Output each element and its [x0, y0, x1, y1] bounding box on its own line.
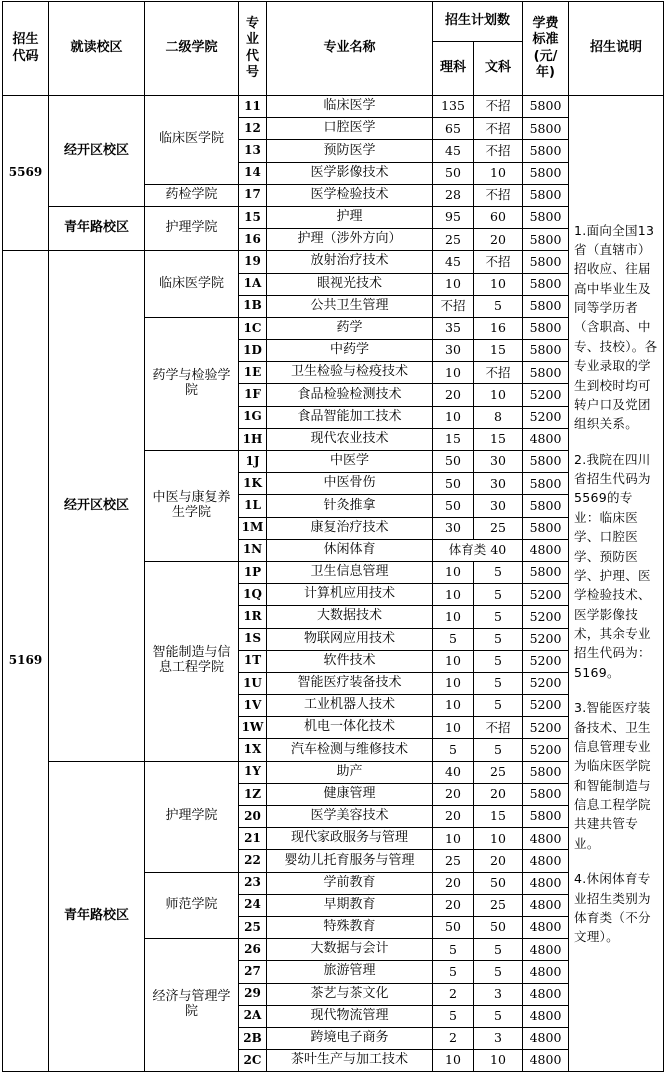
major-name: 放射治疗技术: [267, 251, 433, 273]
table-row: [3, 251, 664, 273]
major-name: 大数据技术: [267, 606, 433, 628]
tuition-fee: 4800: [523, 1050, 569, 1072]
major-name: 现代农业技术: [267, 428, 433, 450]
header-notes: 招生说明: [569, 2, 664, 96]
header-campus: 就读校区: [49, 2, 145, 96]
major-code: 1T: [239, 650, 267, 672]
major-code: 2B: [239, 1027, 267, 1049]
major-name: 中医学: [267, 451, 433, 473]
college-name: 智能制造与信息工程学院: [145, 561, 239, 761]
major-name: 药学: [267, 317, 433, 339]
plan-science: 5: [433, 739, 474, 761]
major-name: 护理: [267, 206, 433, 228]
plan-science: 40: [433, 761, 474, 783]
major-name: 特殊教育: [267, 916, 433, 938]
plan-science: 30: [433, 340, 474, 362]
major-name: 现代家政服务与管理: [267, 828, 433, 850]
major-code: 1M: [239, 517, 267, 539]
plan-science: 20: [433, 894, 474, 916]
major-code: 1E: [239, 362, 267, 384]
plan-arts: 5: [474, 961, 523, 983]
college-name: 临床医学院: [145, 96, 239, 185]
major-code: 24: [239, 894, 267, 916]
tuition-fee: 5200: [523, 406, 569, 428]
tuition-fee: 5200: [523, 584, 569, 606]
major-name: 助产: [267, 761, 433, 783]
major-code: 1S: [239, 628, 267, 650]
major-code: 17: [239, 184, 267, 206]
college-name: 护理学院: [145, 206, 239, 250]
plan-science: 5: [433, 1005, 474, 1027]
plan-science: 20: [433, 384, 474, 406]
plan-arts: 30: [474, 473, 523, 495]
plan-arts: 不招: [474, 140, 523, 162]
plan-arts: 3: [474, 1027, 523, 1049]
plan-science: 5: [433, 939, 474, 961]
tuition-fee: 5800: [523, 783, 569, 805]
tuition-fee: 5800: [523, 295, 569, 317]
plan-science: 10: [433, 606, 474, 628]
major-name: 茶叶生产与加工技术: [267, 1050, 433, 1072]
major-name: 工业机器人技术: [267, 695, 433, 717]
plan-arts: 不招: [474, 251, 523, 273]
major-code: 1Y: [239, 761, 267, 783]
note-paragraph: 4.休闲体育专业招生类别为体育类（不分文理）。: [574, 871, 651, 945]
major-code: 29: [239, 983, 267, 1005]
major-name: 汽车检测与维修技术: [267, 739, 433, 761]
plan-arts: 3: [474, 983, 523, 1005]
plan-science: 25: [433, 850, 474, 872]
plan-science: 45: [433, 140, 474, 162]
major-code: 1R: [239, 606, 267, 628]
tuition-fee: 5800: [523, 96, 569, 118]
plan-science: 50: [433, 451, 474, 473]
tuition-fee: 5800: [523, 251, 569, 273]
plan-arts: 5: [474, 561, 523, 583]
tuition-fee: 5200: [523, 695, 569, 717]
plan-arts: 25: [474, 894, 523, 916]
plan-science: 10: [433, 406, 474, 428]
college-name: 师范学院: [145, 872, 239, 939]
major-code: 26: [239, 939, 267, 961]
plan-science: 5: [433, 628, 474, 650]
tuition-fee: 5800: [523, 495, 569, 517]
major-code: 12: [239, 118, 267, 140]
major-name: 卫生信息管理: [267, 561, 433, 583]
plan-science: 25: [433, 229, 474, 251]
plan-arts: 10: [474, 162, 523, 184]
major-code: 23: [239, 872, 267, 894]
header-major-code: 专业代号: [239, 2, 267, 96]
major-name: 机电一体化技术: [267, 717, 433, 739]
tuition-fee: 5800: [523, 229, 569, 251]
major-name: 早期教育: [267, 894, 433, 916]
plan-arts: 5: [474, 628, 523, 650]
major-name: 眼视光技术: [267, 273, 433, 295]
plan-arts: 5: [474, 695, 523, 717]
tuition-fee: 5200: [523, 628, 569, 650]
plan-arts: 15: [474, 806, 523, 828]
header-major-name: 专业名称: [267, 2, 433, 96]
tuition-fee: 5800: [523, 140, 569, 162]
major-name: 智能医疗装备技术: [267, 672, 433, 694]
enrollment-code: 5569: [3, 96, 49, 251]
plan-science: 2: [433, 1027, 474, 1049]
plan-arts: 50: [474, 916, 523, 938]
header-plan: 招生计划数: [433, 2, 523, 42]
plan-science: 50: [433, 162, 474, 184]
major-name: 健康管理: [267, 783, 433, 805]
major-code: 2A: [239, 1005, 267, 1027]
tuition-fee: 4800: [523, 961, 569, 983]
plan-arts: 25: [474, 517, 523, 539]
plan-arts: 10: [474, 384, 523, 406]
major-code: 1J: [239, 451, 267, 473]
admission-notes: [569, 96, 664, 1072]
plan-science: 10: [433, 362, 474, 384]
tuition-fee: 4800: [523, 916, 569, 938]
major-code: 1B: [239, 295, 267, 317]
major-name: 医学影像技术: [267, 162, 433, 184]
tuition-fee: 5800: [523, 473, 569, 495]
plan-science: 28: [433, 184, 474, 206]
plan-arts: 5: [474, 1005, 523, 1027]
plan-arts: 50: [474, 872, 523, 894]
plan-arts: 5: [474, 584, 523, 606]
tuition-fee: 5200: [523, 606, 569, 628]
plan-arts: 5: [474, 650, 523, 672]
plan-science: 20: [433, 806, 474, 828]
plan-science: 50: [433, 916, 474, 938]
tuition-fee: 5800: [523, 362, 569, 384]
tuition-fee: 5200: [523, 717, 569, 739]
plan-science: 2: [433, 983, 474, 1005]
plan-science: 135: [433, 96, 474, 118]
major-name: 护理（涉外方向）: [267, 229, 433, 251]
tuition-fee: 4800: [523, 939, 569, 961]
plan-science: 10: [433, 650, 474, 672]
plan-arts: 30: [474, 451, 523, 473]
header-science: 理科: [433, 42, 474, 96]
major-name: 临床医学: [267, 96, 433, 118]
note-paragraph: 3.智能医疗装备技术、卫生信息管理专业为临床医学院和智能制造与信息工程学院共建共管专业。: [574, 700, 651, 851]
major-code: 1F: [239, 384, 267, 406]
plan-arts: 不招: [474, 362, 523, 384]
plan-category: 体育类: [448, 542, 487, 558]
major-name: 大数据与会计: [267, 939, 433, 961]
plan-science: 10: [433, 717, 474, 739]
major-code: 1H: [239, 428, 267, 450]
plan-arts: 不招: [474, 717, 523, 739]
major-name: 旅游管理: [267, 961, 433, 983]
tuition-fee: 5200: [523, 650, 569, 672]
major-code: 27: [239, 961, 267, 983]
plan-count: 40: [490, 542, 507, 558]
plan-arts: 10: [474, 1050, 523, 1072]
major-code: 1U: [239, 672, 267, 694]
tuition-fee: 4800: [523, 983, 569, 1005]
plan-science: 5: [433, 961, 474, 983]
header-enrollment-code: 招生代码: [3, 2, 49, 96]
table-row: [3, 206, 664, 228]
college-name: 药检学院: [145, 184, 239, 206]
plan-arts: 20: [474, 229, 523, 251]
major-code: 11: [239, 96, 267, 118]
college-name: 药学与检验学院: [145, 317, 239, 450]
table-body: [3, 96, 664, 1072]
major-name: 医学美容技术: [267, 806, 433, 828]
major-name: 现代物流管理: [267, 1005, 433, 1027]
tuition-fee: 5800: [523, 184, 569, 206]
major-name: 婴幼儿托育服务与管理: [267, 850, 433, 872]
plan-arts: 10: [474, 273, 523, 295]
plan-arts: 10: [474, 828, 523, 850]
major-name: 康复治疗技术: [267, 517, 433, 539]
plan-science: 50: [433, 495, 474, 517]
major-code: 1D: [239, 340, 267, 362]
plan-arts: 不招: [474, 184, 523, 206]
tuition-fee: 4800: [523, 428, 569, 450]
major-code: 1V: [239, 695, 267, 717]
plan-science: 10: [433, 584, 474, 606]
college-name: 临床医学院: [145, 251, 239, 318]
major-name: 卫生检验与检疫技术: [267, 362, 433, 384]
table-row: [3, 96, 664, 118]
major-name: 茶艺与茶文化: [267, 983, 433, 1005]
admission-plan-table: [2, 1, 664, 1072]
campus-name: 青年路校区: [49, 206, 145, 250]
plan-arts: 30: [474, 495, 523, 517]
major-code: 25: [239, 916, 267, 938]
major-code: 2C: [239, 1050, 267, 1072]
major-code: 13: [239, 140, 267, 162]
major-name: 中药学: [267, 340, 433, 362]
tuition-fee: 5800: [523, 317, 569, 339]
major-name: 物联网应用技术: [267, 628, 433, 650]
plan-science: 10: [433, 561, 474, 583]
plan-science: 95: [433, 206, 474, 228]
note-paragraph: 2.我院在四川省招生代码为5569的专业：临床医学、口腔医学、预防医学、护理、医学检验技术、医学影像技术，其余专业招生代码为：5169。: [574, 451, 651, 680]
major-code: 1Z: [239, 783, 267, 805]
major-code: 1C: [239, 317, 267, 339]
tuition-fee: 5200: [523, 739, 569, 761]
college-name: 中医与康复养生学院: [145, 451, 239, 562]
campus-name: 经开区校区: [49, 96, 145, 207]
major-name: 预防医学: [267, 140, 433, 162]
major-code: 14: [239, 162, 267, 184]
plan-science: 15: [433, 428, 474, 450]
major-code: 1W: [239, 717, 267, 739]
tuition-fee: 5800: [523, 517, 569, 539]
campus-name: 青年路校区: [49, 761, 145, 1072]
college-name: 护理学院: [145, 761, 239, 872]
plan-science: 10: [433, 1050, 474, 1072]
tuition-fee: 5800: [523, 561, 569, 583]
tuition-fee: 5800: [523, 118, 569, 140]
plan-arts: 60: [474, 206, 523, 228]
tuition-fee: 5800: [523, 451, 569, 473]
tuition-fee: 5800: [523, 761, 569, 783]
plan-science: 20: [433, 783, 474, 805]
plan-arts: 20: [474, 783, 523, 805]
major-code: 1G: [239, 406, 267, 428]
major-code: 16: [239, 229, 267, 251]
tuition-fee: 5800: [523, 806, 569, 828]
plan-arts: 20: [474, 850, 523, 872]
plan-arts: 5: [474, 672, 523, 694]
major-name: 计算机应用技术: [267, 584, 433, 606]
campus-name: 经开区校区: [49, 251, 145, 761]
tuition-fee: 4800: [523, 894, 569, 916]
tuition-fee: 5200: [523, 384, 569, 406]
tuition-fee: 4800: [523, 872, 569, 894]
tuition-fee: 5800: [523, 273, 569, 295]
plan-arts: 5: [474, 295, 523, 317]
tuition-fee: 4800: [523, 828, 569, 850]
major-name: 口腔医学: [267, 118, 433, 140]
plan-arts: 5: [474, 606, 523, 628]
plan-arts: 16: [474, 317, 523, 339]
plan-science: 10: [433, 273, 474, 295]
major-name: 软件技术: [267, 650, 433, 672]
table-row: [3, 761, 664, 783]
header-college: 二级学院: [145, 2, 239, 96]
plan-arts: 不招: [474, 96, 523, 118]
major-code: 1K: [239, 473, 267, 495]
major-code: 1L: [239, 495, 267, 517]
tuition-fee: 5800: [523, 206, 569, 228]
header-arts: 文科: [474, 42, 523, 96]
plan-arts: 15: [474, 340, 523, 362]
plan-science: 65: [433, 118, 474, 140]
plan-science: 10: [433, 828, 474, 850]
plan-science: 30: [433, 517, 474, 539]
tuition-fee: 4800: [523, 1027, 569, 1049]
major-code: 1A: [239, 273, 267, 295]
plan-science: 不招: [433, 295, 474, 317]
plan-merged: [433, 539, 523, 561]
plan-arts: 8: [474, 406, 523, 428]
major-code: 1Q: [239, 584, 267, 606]
major-code: 1X: [239, 739, 267, 761]
major-code: 1N: [239, 539, 267, 561]
major-name: 针灸推拿: [267, 495, 433, 517]
major-name: 跨境电子商务: [267, 1027, 433, 1049]
plan-science: 45: [433, 251, 474, 273]
major-name: 医学检验技术: [267, 184, 433, 206]
major-code: 22: [239, 850, 267, 872]
major-name: 学前教育: [267, 872, 433, 894]
tuition-fee: 5800: [523, 162, 569, 184]
college-name: 经济与管理学院: [145, 939, 239, 1072]
plan-arts: 不招: [474, 118, 523, 140]
major-code: 20: [239, 806, 267, 828]
tuition-fee: 4800: [523, 850, 569, 872]
plan-science: 10: [433, 672, 474, 694]
plan-science: 50: [433, 473, 474, 495]
major-code: 15: [239, 206, 267, 228]
major-name: 中医骨伤: [267, 473, 433, 495]
plan-arts: 5: [474, 739, 523, 761]
note-paragraph: 1.面向全国13省（直辖市）招收应、往届高中毕业生及同等学历者（含职高、中专、技校）。各专业录取的学生到校时均可转户口及党团组织关系。: [574, 222, 658, 432]
tuition-fee: 4800: [523, 1005, 569, 1027]
tuition-fee: 4800: [523, 539, 569, 561]
header-fee: 学费标准(元/年): [523, 2, 569, 96]
major-name: 公共卫生管理: [267, 295, 433, 317]
tuition-fee: 5200: [523, 672, 569, 694]
plan-science: 10: [433, 695, 474, 717]
enrollment-code: 5169: [3, 251, 49, 1072]
tuition-fee: 5800: [523, 340, 569, 362]
major-code: 21: [239, 828, 267, 850]
plan-science: 20: [433, 872, 474, 894]
major-name: 休闲体育: [267, 539, 433, 561]
plan-arts: 15: [474, 428, 523, 450]
plan-arts: 5: [474, 939, 523, 961]
major-name: 食品智能加工技术: [267, 406, 433, 428]
plan-science: 35: [433, 317, 474, 339]
major-code: 1P: [239, 561, 267, 583]
plan-arts: 25: [474, 761, 523, 783]
major-code: 19: [239, 251, 267, 273]
major-name: 食品检验检测技术: [267, 384, 433, 406]
